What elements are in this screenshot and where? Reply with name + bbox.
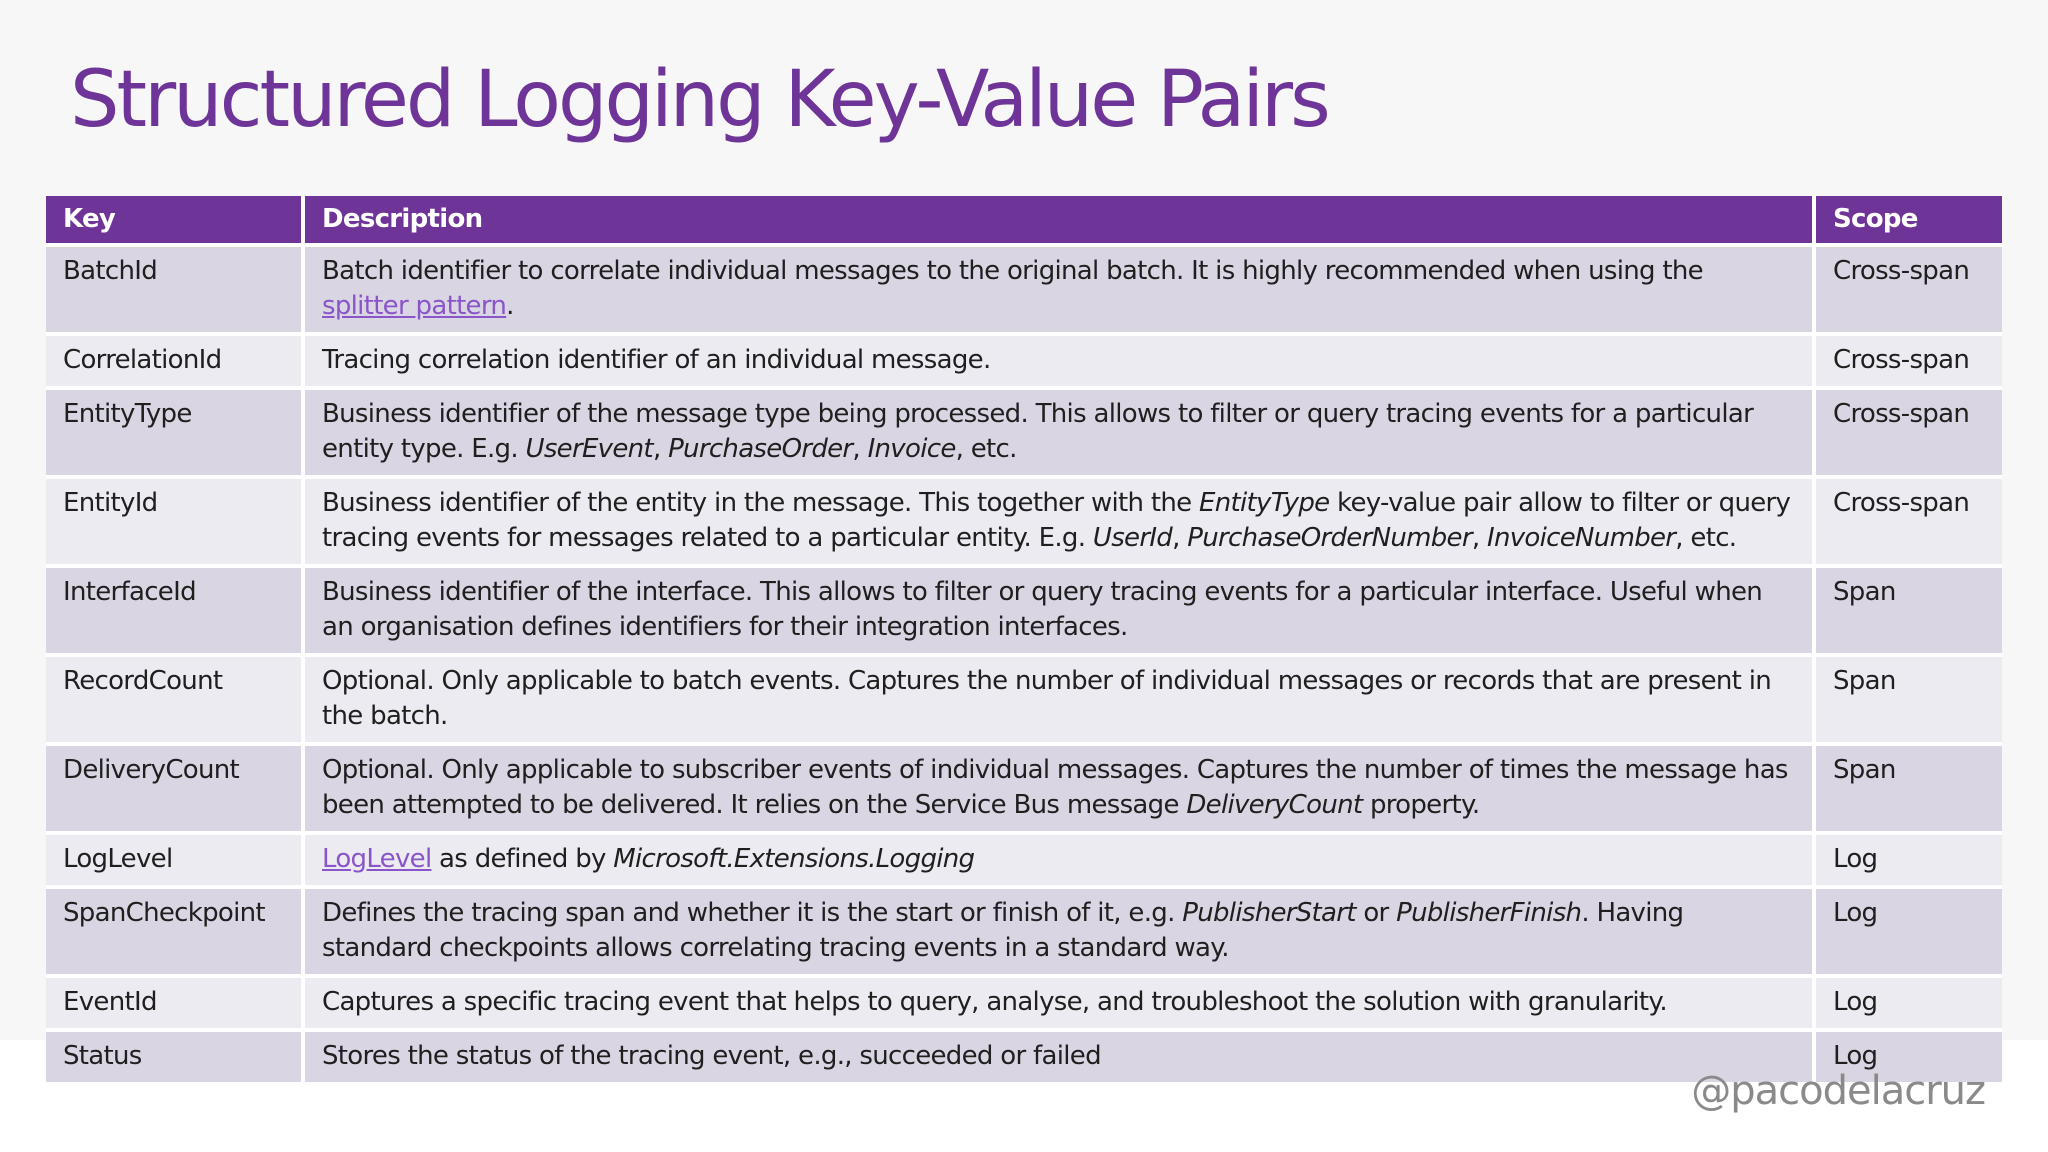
- description-cell: [305, 831, 1816, 885]
- table-row: [46, 885, 2002, 974]
- description-text: , etc.: [955, 434, 1017, 464]
- description-text: Business identifier of the message type being processed. This allows to filter or query tracing events for a particular entity type. E.g.: [322, 399, 1754, 464]
- header-scope: Scope: [1816, 196, 2002, 243]
- scope-cell: Cross-span: [1816, 475, 2002, 564]
- table-row: [46, 332, 2002, 386]
- scope-cell: Cross-span: [1816, 332, 2002, 386]
- description-text: .: [506, 291, 514, 321]
- key-cell: LogLevel: [46, 831, 305, 885]
- description-cell: [305, 243, 1816, 332]
- header-row: [46, 196, 2002, 243]
- italic-term: UserEvent: [525, 434, 653, 464]
- key-cell: EntityType: [46, 386, 305, 475]
- description-text: ,: [652, 434, 669, 464]
- description-text: , etc.: [1675, 523, 1737, 553]
- italic-term: Microsoft.Extensions.Logging: [613, 844, 975, 874]
- key-value-table: [46, 196, 2002, 1082]
- description-cell: [305, 1028, 1816, 1082]
- description-text: Captures a specific tracing event that helps to query, analyse, and troubleshoot the solution with granularity.: [322, 987, 1667, 1017]
- doc-link[interactable]: LogLevel: [322, 844, 432, 874]
- scope-cell: Cross-span: [1816, 386, 2002, 475]
- description-cell: [305, 475, 1816, 564]
- description-text: as defined by: [431, 844, 614, 874]
- description-text: ,: [1471, 523, 1487, 553]
- description-text: key-value pair allow to filter or query tracing events for messages related to a particular entity. E.g.: [322, 488, 1791, 553]
- description-cell: [305, 386, 1816, 475]
- description-text: Stores the status of the tracing event, e.g., succeeded or failed: [322, 1041, 1101, 1071]
- italic-term: PurchaseOrder: [668, 434, 853, 464]
- scope-cell: Span: [1816, 742, 2002, 831]
- scope-cell: Span: [1816, 653, 2002, 742]
- description-cell: [305, 742, 1816, 831]
- table-row: [46, 653, 2002, 742]
- key-cell: SpanCheckpoint: [46, 885, 305, 974]
- italic-term: EntityType: [1199, 488, 1330, 518]
- description-text: ,: [852, 434, 868, 464]
- scope-cell: Cross-span: [1816, 243, 2002, 332]
- italic-term: DeliveryCount: [1186, 790, 1363, 820]
- italic-term: PublisherStart: [1182, 898, 1356, 928]
- doc-link[interactable]: splitter pattern: [322, 291, 507, 321]
- description-text: Business identifier of the entity in the message. This together with the: [322, 488, 1200, 518]
- description-text: Defines the tracing span and whether it is the start or finish of it, e.g.: [322, 898, 1183, 928]
- key-cell: InterfaceId: [46, 564, 305, 653]
- description-cell: [305, 885, 1816, 974]
- scope-cell: Log: [1816, 974, 2002, 1028]
- key-cell: EventId: [46, 974, 305, 1028]
- description-text: . Having standard checkpoints allows correlating tracing events in a standard way.: [322, 898, 1684, 963]
- description-text: Optional. Only applicable to subscriber events of individual messages. Captures the number of times the message has been attempted to be delivered. It relies on the Service Bus message: [322, 755, 1788, 820]
- description-text: property.: [1362, 790, 1480, 820]
- table-row: [46, 243, 2002, 332]
- table-header: [46, 196, 2002, 243]
- description-text: Batch identifier to correlate individual messages to the original batch. It is highly recommended when using the: [322, 256, 1703, 286]
- description-cell: [305, 974, 1816, 1028]
- table-row: [46, 831, 2002, 885]
- table-row: [46, 742, 2002, 831]
- italic-term: PurchaseOrderNumber: [1187, 523, 1472, 553]
- scope-cell: Log: [1816, 831, 2002, 885]
- description-text: Tracing correlation identifier of an individual message.: [322, 345, 991, 375]
- table-row: [46, 475, 2002, 564]
- italic-term: Invoice: [867, 434, 956, 464]
- italic-term: PublisherFinish: [1396, 898, 1582, 928]
- table-row: [46, 386, 2002, 475]
- description-text: Optional. Only applicable to batch events. Captures the number of individual messages or records that are present in the batch.: [322, 666, 1772, 731]
- description-text: or: [1355, 898, 1397, 928]
- description-cell: [305, 564, 1816, 653]
- italic-term: UserId: [1092, 523, 1173, 553]
- key-cell: EntityId: [46, 475, 305, 564]
- table-row: [46, 974, 2002, 1028]
- table-body: [46, 243, 2002, 1082]
- scope-cell: Log: [1816, 1028, 2002, 1082]
- description-cell: [305, 332, 1816, 386]
- key-cell: RecordCount: [46, 653, 305, 742]
- header-key: Key: [46, 196, 305, 243]
- key-cell: Status: [46, 1028, 305, 1082]
- author-handle: @pacodelacruz: [1691, 1068, 1985, 1114]
- description-text: ,: [1172, 523, 1188, 553]
- key-cell: DeliveryCount: [46, 742, 305, 831]
- description-text: Business identifier of the interface. This allows to filter or query tracing events for a particular interface. Useful when an organisation defines identifiers for their integration interfaces.: [322, 577, 1763, 642]
- key-cell: BatchId: [46, 243, 305, 332]
- table-row: [46, 564, 2002, 653]
- key-cell: CorrelationId: [46, 332, 305, 386]
- slide-title: Structured Logging Key-Value Pairs: [70, 55, 1328, 145]
- description-cell: [305, 653, 1816, 742]
- scope-cell: Log: [1816, 885, 2002, 974]
- italic-term: InvoiceNumber: [1486, 523, 1676, 553]
- header-description: Description: [305, 196, 1816, 243]
- scope-cell: Span: [1816, 564, 2002, 653]
